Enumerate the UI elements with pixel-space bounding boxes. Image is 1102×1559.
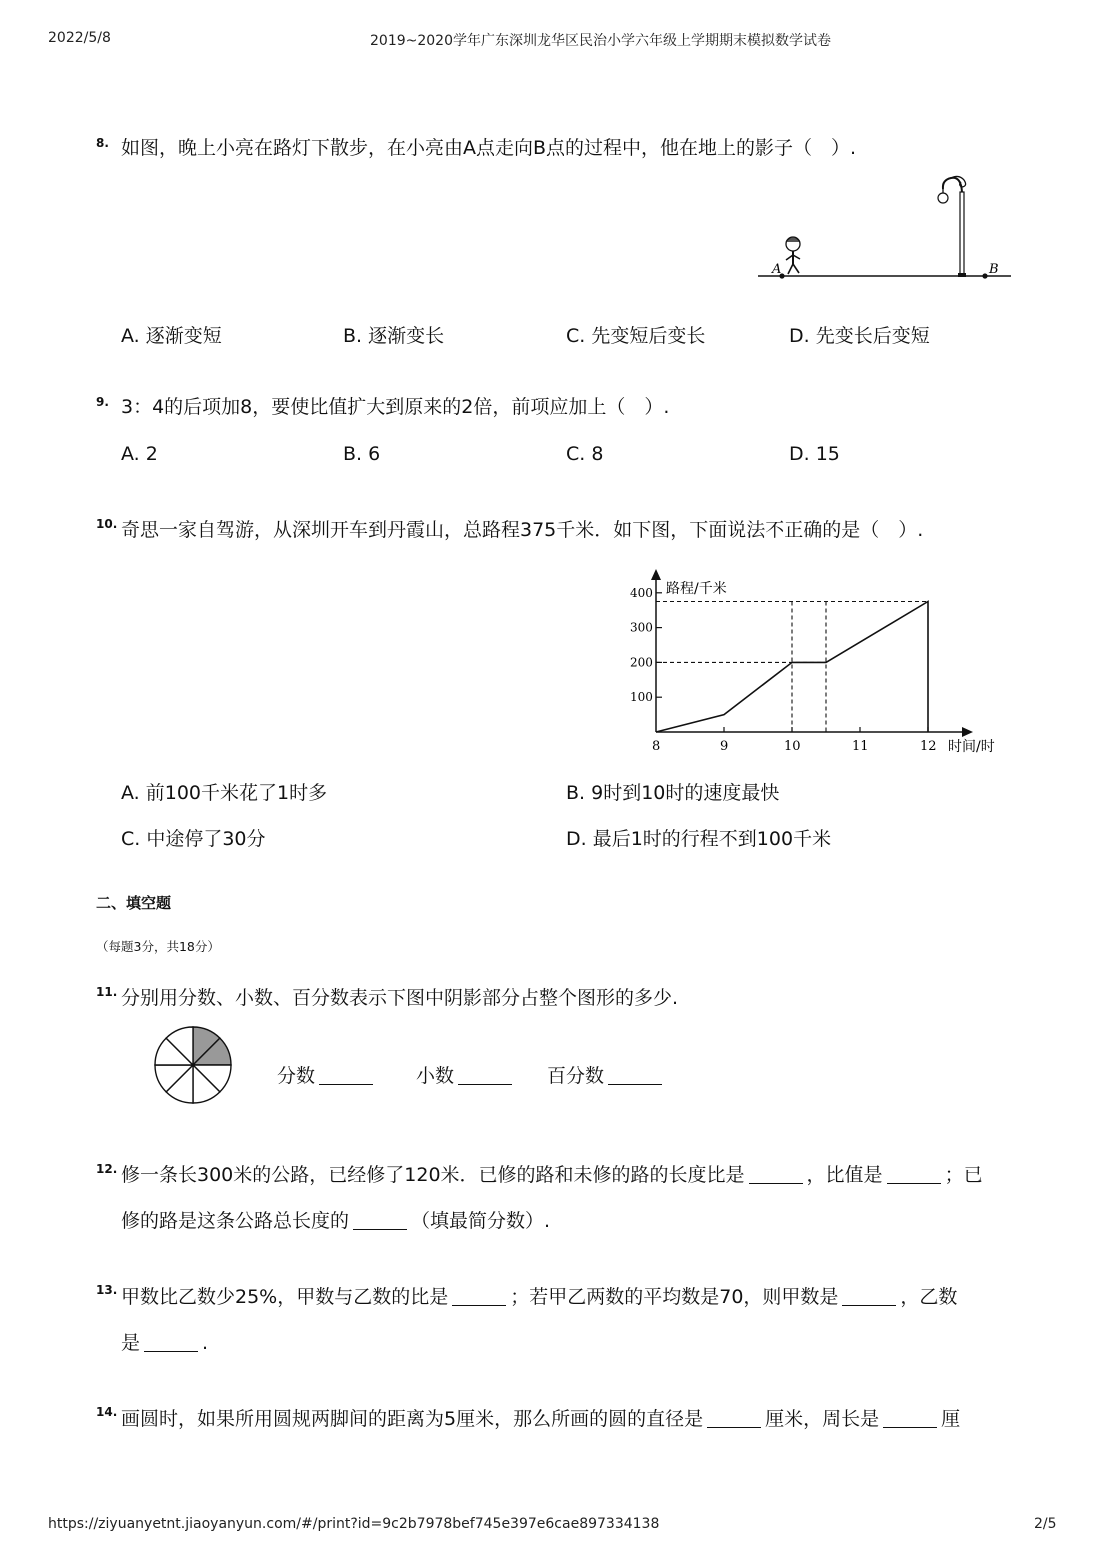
question-line	[121, 1409, 960, 1429]
page-url[interactable]: https://ziyuanyetnt.jiaoyanyun.com/#/print?id=9c2b7978bef745e397e6cae897334138	[48, 1516, 660, 1532]
option-d: D. 先变长后变短	[789, 325, 930, 347]
point-b-dot	[982, 273, 987, 278]
option-c: C. 先变短后变长	[566, 325, 706, 347]
option-b: B. 9时到10时的速度最快	[566, 782, 780, 804]
y-tick-label: 200	[630, 655, 653, 670]
question-number: 8.	[96, 136, 109, 150]
question-text: 修一条长300米的公路，已经修了120米．已修的路和未修的路的长度比是	[121, 1164, 745, 1186]
y-tick-label: 100	[630, 690, 653, 705]
section-title: 二、填空题	[96, 894, 172, 912]
street-lamp-icon	[938, 176, 966, 277]
answer-blank[interactable]	[842, 1287, 896, 1306]
option-a: A. 逐渐变短	[121, 325, 222, 347]
answer-blank[interactable]	[452, 1287, 506, 1306]
reference-lines	[656, 602, 928, 733]
page-number: 2/5	[1034, 1516, 1057, 1532]
option-b: B. 逐渐变长	[343, 325, 445, 347]
question-text: 分别用分数、小数、百分数表示下图中阴影部分占整个图形的多少.	[121, 987, 679, 1009]
answer-decimal	[416, 1061, 516, 1088]
option-d: D. 最后1时的行程不到100千米	[566, 828, 832, 850]
question-line	[121, 1333, 208, 1353]
question-text: 厘	[941, 1408, 961, 1430]
question-text: （填最简分数）.	[411, 1210, 551, 1232]
question-line	[121, 1287, 957, 1307]
y-tick-label: 300	[630, 620, 653, 635]
x-tick-label: 12	[920, 739, 937, 754]
decimal-label: 小数	[416, 1065, 455, 1087]
fraction-label: 分数	[277, 1065, 316, 1087]
question-number: 12.	[96, 1162, 118, 1176]
point-b-label: B	[989, 262, 999, 277]
answer-percent	[547, 1061, 666, 1088]
question-text: 是	[121, 1332, 141, 1354]
shaded-circle-figure	[150, 1022, 236, 1108]
option-c: C. 中途停了30分	[121, 828, 266, 850]
x-tick-label: 10	[784, 739, 801, 754]
answer-fraction	[277, 1061, 377, 1088]
question-text: ；若甲乙两数的平均数是70，则甲数是	[510, 1286, 839, 1308]
distance-time-chart	[620, 565, 1010, 760]
option-c: C. 8	[566, 443, 604, 465]
streetlight-figure	[755, 170, 1020, 285]
question-line	[121, 1165, 983, 1185]
question-number: 11.	[96, 985, 118, 999]
print-date: 2022/5/8	[48, 30, 111, 46]
question-text: 如图，晚上小亮在路灯下散步，在小亮由A点走向B点的过程中，他在地上的影子（ ）.	[121, 137, 857, 159]
question-text: 画圆时，如果所用圆规两脚间的距离为5厘米，那么所画的圆的直径是	[121, 1408, 704, 1430]
question-number: 10.	[96, 517, 118, 531]
question-text: ；已	[944, 1164, 983, 1186]
percent-label: 百分数	[547, 1065, 605, 1087]
y-axis-arrow	[651, 569, 661, 580]
x-axis-label: 时间/时	[948, 739, 995, 755]
option-b: B. 6	[343, 443, 381, 465]
option-a: A. 前100千米花了1时多	[121, 782, 328, 804]
answer-blank[interactable]	[353, 1211, 407, 1230]
answer-blank[interactable]	[883, 1409, 937, 1428]
question-text: 3：4的后项加8，要使比值扩大到原来的2倍，前项应加上（ ）.	[121, 396, 670, 418]
question-text: ，比值是	[806, 1164, 883, 1186]
circle-sectors	[155, 1027, 231, 1103]
answer-blank[interactable]	[749, 1165, 803, 1184]
question-text: 修的路是这条公路总长度的	[121, 1210, 350, 1232]
x-tick-label: 8	[652, 739, 661, 754]
x-tick-label: 11	[852, 739, 869, 754]
fraction-blank[interactable]	[319, 1066, 373, 1085]
y-axis-label: 路程/千米	[666, 581, 727, 597]
section-note: （每题3分，共18分）	[96, 939, 220, 954]
question-number: 13.	[96, 1283, 118, 1297]
point-a-label: A	[772, 262, 782, 277]
option-a: A. 2	[121, 443, 158, 465]
page-header-title: 2019~2020学年广东深圳龙华区民治小学六年级上学期期末模拟数学试卷	[370, 33, 831, 49]
option-d: D. 15	[789, 443, 840, 465]
question-text: .	[202, 1332, 209, 1354]
question-line	[121, 1211, 550, 1231]
walking-boy-icon	[786, 237, 800, 274]
percent-blank[interactable]	[608, 1066, 662, 1085]
answer-blank[interactable]	[144, 1333, 198, 1352]
y-tick-label: 400	[630, 585, 653, 600]
answer-blank[interactable]	[887, 1165, 941, 1184]
question-number: 14.	[96, 1405, 118, 1419]
question-text: ，乙数	[900, 1286, 958, 1308]
x-axis-arrow	[962, 727, 973, 737]
x-tick-label: 9	[720, 739, 729, 754]
question-text: 甲数比乙数少25%，甲数与乙数的比是	[121, 1286, 449, 1308]
question-number: 9.	[96, 395, 109, 409]
question-text: 奇思一家自驾游，从深圳开车到丹霞山，总路程375千米．如下图，下面说法不正确的是（ ）.	[121, 519, 924, 541]
decimal-blank[interactable]	[458, 1066, 512, 1085]
question-text: 厘米，周长是	[765, 1408, 880, 1430]
answer-blank[interactable]	[707, 1409, 761, 1428]
